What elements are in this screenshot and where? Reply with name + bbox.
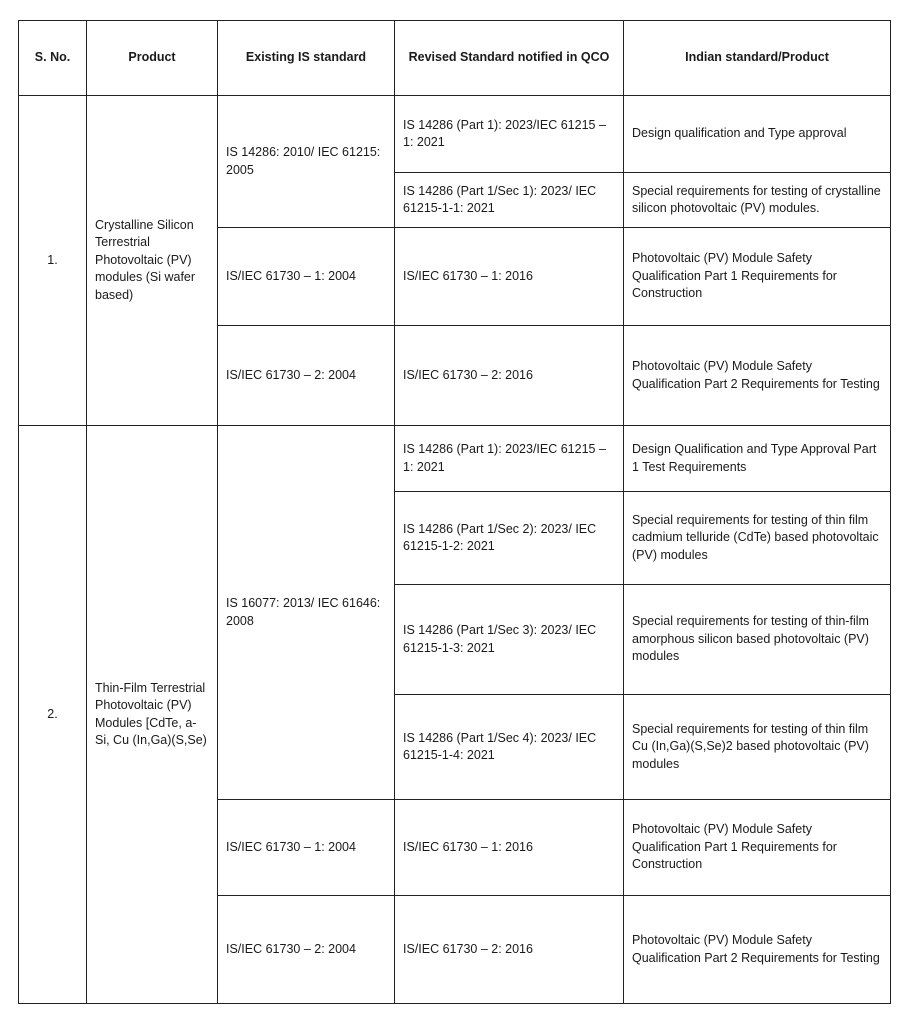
revised-standard-cell: IS/IEC 61730 – 1: 2016: [395, 228, 624, 326]
indian-standard-cell: Special requirements for testing of thin film cadmium telluride (CdTe) based photovoltaic (PV) modules: [624, 492, 891, 585]
product-cell: Crystalline Silicon Terrestrial Photovoltaic (PV) modules (Si wafer based): [87, 96, 218, 426]
revised-standard-cell: IS/IEC 61730 – 1: 2016: [395, 800, 624, 896]
revised-standard-cell: IS 14286 (Part 1/Sec 1): 2023/ IEC 61215-1-1: 2021: [395, 173, 624, 228]
existing-standard-cell: IS/IEC 61730 – 2: 2004: [218, 326, 395, 426]
header-sno: S. No.: [19, 21, 87, 96]
existing-standard-cell: IS 16077: 2013/ IEC 61646: 2008: [218, 426, 395, 800]
revised-standard-cell: IS 14286 (Part 1/Sec 2): 2023/ IEC 61215-1-2: 2021: [395, 492, 624, 585]
indian-standard-cell: Special requirements for testing of thin-film amorphous silicon based photovoltaic (PV) modules: [624, 585, 891, 695]
revised-standard-cell: IS 14286 (Part 1/Sec 3): 2023/ IEC 61215-1-3: 2021: [395, 585, 624, 695]
revised-standard-cell: IS/IEC 61730 – 2: 2016: [395, 326, 624, 426]
indian-standard-cell: Photovoltaic (PV) Module Safety Qualification Part 1 Requirements for Construction: [624, 228, 891, 326]
existing-standard-cell: IS/IEC 61730 – 2: 2004: [218, 896, 395, 1004]
table-row: [19, 96, 891, 173]
indian-standard-cell: Design Qualification and Type Approval Part 1 Test Requirements: [624, 426, 891, 492]
revised-standard-cell: IS 14286 (Part 1): 2023/IEC 61215 – 1: 2021: [395, 96, 624, 173]
indian-standard-cell: Special requirements for testing of crystalline silicon photovoltaic (PV) modules.: [624, 173, 891, 228]
sno-cell: 1.: [19, 96, 87, 426]
header-row: [19, 21, 891, 96]
revised-standard-cell: IS 14286 (Part 1): 2023/IEC 61215 – 1: 2021: [395, 426, 624, 492]
revised-standard-cell: IS/IEC 61730 – 2: 2016: [395, 896, 624, 1004]
header-revised: Revised Standard notified in QCO: [395, 21, 624, 96]
standards-table: [18, 20, 891, 1004]
indian-standard-cell: Photovoltaic (PV) Module Safety Qualification Part 2 Requirements for Testing: [624, 326, 891, 426]
existing-standard-cell: IS/IEC 61730 – 1: 2004: [218, 800, 395, 896]
existing-standard-cell: IS/IEC 61730 – 1: 2004: [218, 228, 395, 326]
revised-standard-cell: IS 14286 (Part 1/Sec 4): 2023/ IEC 61215-1-4: 2021: [395, 695, 624, 800]
header-existing: Existing IS standard: [218, 21, 395, 96]
existing-standard-cell: IS 14286: 2010/ IEC 61215: 2005: [218, 96, 395, 228]
header-product: Product: [87, 21, 218, 96]
indian-standard-cell: Photovoltaic (PV) Module Safety Qualification Part 1 Requirements for Construction: [624, 800, 891, 896]
indian-standard-cell: Special requirements for testing of thin film Cu (In,Ga)(S,Se)2 based photovoltaic (PV) modules: [624, 695, 891, 800]
table-row: [19, 426, 891, 492]
indian-standard-cell: Photovoltaic (PV) Module Safety Qualification Part 2 Requirements for Testing: [624, 896, 891, 1004]
indian-standard-cell: Design qualification and Type approval: [624, 96, 891, 173]
product-cell: Thin-Film Terrestrial Photovoltaic (PV) Modules [CdTe, a-Si, Cu (In,Ga)(S,Se): [87, 426, 218, 1004]
sno-cell: 2.: [19, 426, 87, 1004]
header-indian: Indian standard/Product: [624, 21, 891, 96]
